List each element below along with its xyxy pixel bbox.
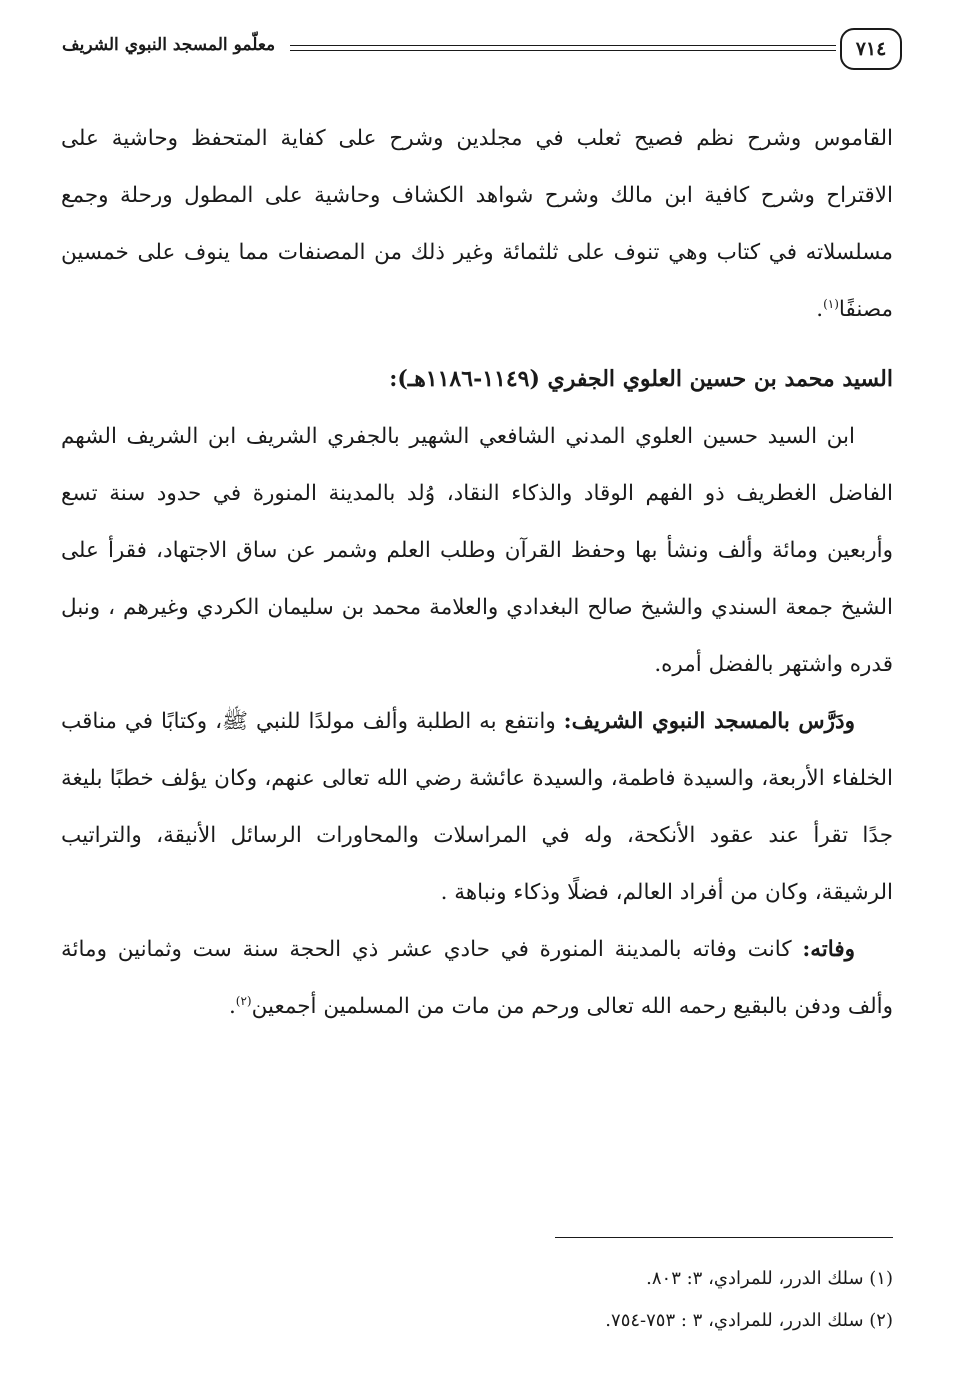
section-heading: السيد محمد بن حسين العلوي الجفري (١١٤٩-١١٨٦هـ): [389,366,893,392]
page-number: ٧١٤ [840,28,902,70]
footnote-ref: (١) [823,296,839,311]
footnote-ref: (٢) [235,993,252,1008]
footnotes [61,1258,893,1342]
footnote-2: (٢) سلك الدرر، للمرادي، ٣ : ٧٥٣-٧٥٤. [605,1310,893,1331]
header-rule-double [290,50,836,51]
paragraph-label: ودَرَّس بالمسجد النبوي الشريف: [563,709,855,734]
main-text [61,110,893,1035]
paragraph-end: . [228,994,236,1019]
footnote-separator [555,1237,893,1238]
paragraph-text: وانتفع به الطلبة وألف مولدًا للنبي ﷺ، وكتابًا في مناقب الخلفاء الأربعة، والسيدة فاطمة، والسيدة عائشة رضي الله تعالى عنهم، وكان يؤلف خطبًا بليغة جدًا تقرأ عند عقود الأنكحة، وله في المراسلات والمحاورات الرسائل الأنيقة، والتراتيب الرشيقة، وكان من أفراد العالم، فضلًا وذكاء ونباهة . [61,709,893,905]
running-title: معلّمو المسجد النبوي الشريف [62,35,276,55]
paragraph-label: وفاته: [802,937,855,962]
page-header [62,28,902,74]
paragraph-death [61,921,893,1035]
paragraph-end: . [816,297,824,322]
footnote-1: (١) سلك الدرر، للمرادي، ٣: ٨٠٣. [646,1268,893,1289]
paragraph-teaching [61,693,893,921]
paragraph-text: كانت وفاته بالمدينة المنورة في حادي عشر ذي الحجة سنة ست وثمانين ومائة وألف ودفن بالبقيع رحمه الله تعالى ورحم من مات من المسلمين أجمعين [61,937,893,1019]
paragraph-text: القاموس وشرح نظم فصيح ثعلب في مجلدين وشرح على كفاية المتحفظ وحاشية على الاقتراح وشرح كافية ابن مالك وشرح شواهد الكشاف وحاشية على المطول ورحلة وجمع مسلسلاته في كتاب وهي تنوف على ثلثمائة وغير ذلك من المصنفات مما ينوف على خمسين مصنفًا [61,126,893,322]
paragraph-biography: ابن السيد حسين العلوي المدني الشافعي الشهير بالجفري الشريف ابن الشريف الشهم الفاضل الغطريف ذو الفهم الوقاد والذكاء النقاد، وُلد بالمدينة المنورة في حدود سنة تسع وأربعين ومائة وألف ونشأ بها وحفظ القرآن وطلب العلم وشمر عن ساق الاجتهاد، فقرأ على الشيخ جمعة السندي والشيخ صالح البغدادي والعلامة محمد بن سليمان الكردي وغيرهم ، ونبل قدره واشتهر بالفضل أمره. [61,424,893,677]
paragraph-continued [61,110,893,338]
header-rule [290,45,836,46]
